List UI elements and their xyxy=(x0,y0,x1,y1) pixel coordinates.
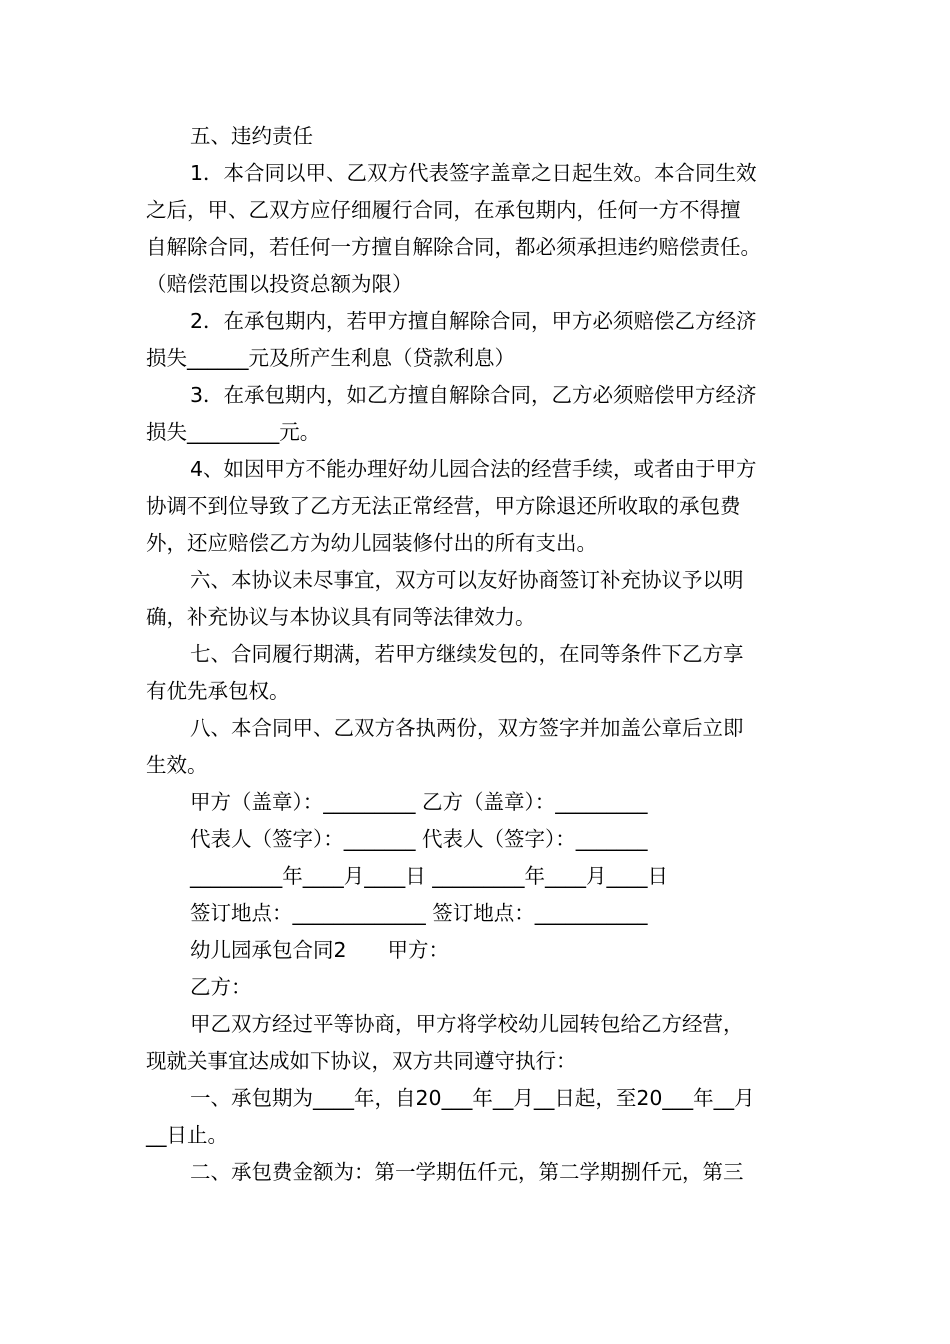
paragraph-line: 之后，甲、乙双方应仔细履行合同，在承包期内，任何一方不得擅 xyxy=(146,198,741,222)
paragraph-line: 1．本合同以甲、乙双方代表签字盖章之日起生效。本合同生效 xyxy=(190,161,757,185)
paragraph-line: 现就关事宜达成如下协议，双方共同遵守执行： xyxy=(146,1049,577,1073)
paragraph-line: 确，补充协议与本协议具有同等法律效力。 xyxy=(146,605,536,629)
paragraph-line: （赔偿范围以投资总额为限） xyxy=(146,272,413,296)
signature-seal-line: 甲方（盖章）：_________ 乙方（盖章）：_________ xyxy=(190,790,648,814)
paragraph-line: 2．在承包期内，若甲方擅自解除合同，甲方必须赔偿乙方经济 xyxy=(190,309,757,333)
paragraph-line: 损失______元及所产生利息（贷款利息） xyxy=(146,346,515,370)
paragraph-line: __日止。 xyxy=(146,1123,228,1147)
paragraph-line: 外，还应赔偿乙方为幼儿园装修付出的所有支出。 xyxy=(146,531,597,555)
paragraph-line: 3．在承包期内，如乙方擅自解除合同，乙方必须赔偿甲方经济 xyxy=(190,383,757,407)
party-b-line: 乙方： xyxy=(190,975,252,999)
paragraph-line: 七、合同履行期满，若甲方继续发包的，在同等条件下乙方享 xyxy=(190,642,744,666)
signing-place-line: 签订地点：_____________ 签订地点：___________ xyxy=(190,901,648,925)
paragraph-line: 八、本合同甲、乙双方各执两份，双方签字并加盖公章后立即 xyxy=(190,716,744,740)
paragraph-line: 损失_________元。 xyxy=(146,420,321,444)
paragraph-line: 4、如因甲方不能办理好幼儿园合法的经营手续，或者由于甲方 xyxy=(190,457,757,481)
paragraph-line: 生效。 xyxy=(146,753,208,777)
contract-2-title-line: 幼儿园承包合同2 甲方： xyxy=(190,938,450,962)
paragraph-line: 一、承包期为____年，自20___年__月__日起，至20___年__月 xyxy=(190,1086,755,1110)
paragraph-line: 协调不到位导致了乙方无法正常经营，甲方除退还所收取的承包费 xyxy=(146,494,741,518)
paragraph-line: 甲乙双方经过平等协商，甲方将学校幼儿园转包给乙方经营， xyxy=(190,1012,744,1036)
paragraph-line: 自解除合同，若任何一方擅自解除合同，都必须承担违约赔偿责任。 xyxy=(146,235,761,259)
section-heading-breach-liability: 五、违约责任 xyxy=(190,124,313,148)
paragraph-line: 有优先承包权。 xyxy=(146,679,290,703)
paragraph-line: 六、本协议未尽事宜，双方可以友好协商签订补充协议予以明 xyxy=(190,568,744,592)
signature-representative-line: 代表人（签字）：_______ 代表人（签字）：_______ xyxy=(190,827,648,851)
signature-date-line: _________年____月____日 _________年____月____日 xyxy=(190,864,669,888)
paragraph-line: 二、承包费金额为：第一学期伍仟元，第二学期捌仟元，第三 xyxy=(190,1160,744,1184)
